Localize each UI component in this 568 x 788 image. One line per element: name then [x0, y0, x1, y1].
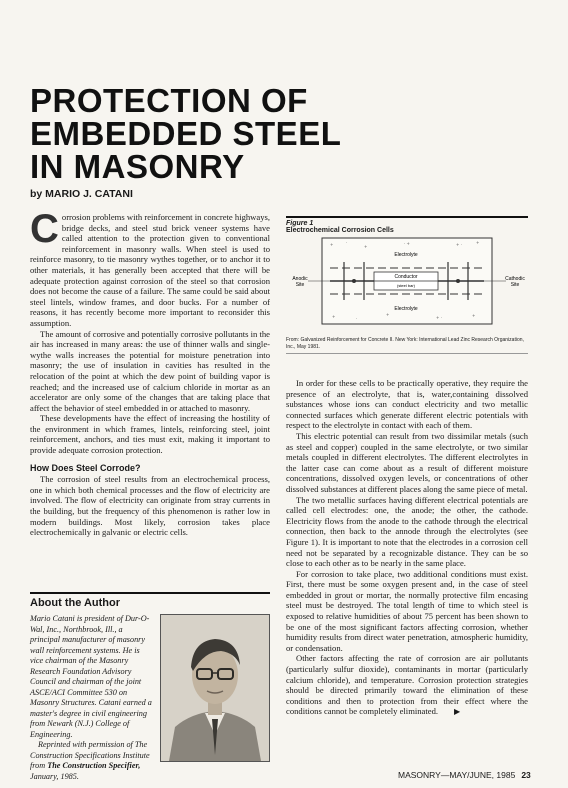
svg-text:·: ·: [346, 240, 348, 245]
page-footer: [398, 770, 531, 780]
author-portrait-image: [161, 615, 269, 761]
svg-text:·: ·: [356, 316, 358, 321]
corrosion-cell-diagram: [286, 234, 528, 330]
svg-text:+ ·: + ·: [436, 315, 442, 320]
figure-source: From: Galvanized Reinforcement for Concrete II. New York: International Lead Zinc Research Organization, Inc., May 1981.: [286, 337, 528, 354]
lead-paragraph: Corrosion problems with reinforcement in concrete highways, bridge decks, and steel stud brick veneer systems have called attention to the protection given to conventional reinforcement in masonry walls. When steel is used to reinforce masonry, to tie masonry wythes together, or to anchor it to other materials, it has generally been accepted that there will be adequate protection against corrosion of the steel so that corrosion does not become the cause of a failure. The same could be said about steel lintels, window frames, and door bucks. For a number of reasons, it has recently become more important to reconsider this assumption.: [30, 207, 270, 328]
figure-label: Figure 1: [286, 220, 314, 227]
cathodic-label-2: Site: [510, 282, 520, 288]
author-bio: [30, 614, 152, 782]
right-paragraph-5: Other factors affecting the rate of corrosion are air pollutants (particularly sulfur dioxide), contaminants in mortar (particularly calcium chloride), and temperature. Corrosion protection strategies should be directed primarily toward the elimination of these conditions and then to protection from their effect where the conditions cannot be completely eliminated. ▶: [286, 653, 528, 717]
svg-text:+: +: [332, 314, 336, 319]
author-photo: [160, 614, 270, 762]
page-number: 23: [521, 770, 531, 780]
magazine-issue: MASONRY—MAY/JUNE, 1985: [398, 770, 516, 780]
right-paragraph-4: For corrosion to take place, two additional conditions must exist. First, there must be some oxygen present and, in the case of steel embedded in grout or mortar, the normally protective film encasing steel must be destroyed. The total length of time to which steel is exposed to relative humidities of about 75 percent has been shown to be one of the most significant factors affecting corrosion, whether humidity results from direct water penetration, atmospheric humidity, or condensation.: [286, 568, 528, 653]
title-line-3: IN MASONRY: [30, 148, 245, 185]
figure-rule: [286, 216, 528, 218]
continue-arrow-icon: ▶: [454, 707, 461, 717]
electrolyte-top-label: Electrolyte: [394, 252, 418, 258]
left-column: [30, 207, 270, 538]
conductor-label: Conductor: [394, 274, 418, 280]
paragraph-2: The amount of corrosive and potentially corrosive pollutants in the air has increased in many areas: the use of thinner walls and single-wythe walls increases the potential for moisture penetration into masonry; the use of insulation in cavities has resulted in the relocation of the point at which the dew point of building vapor is reached; and the increased use of calcium chloride in mortar as an accelerator are only some of the changes that are taking place that affect the behavior of steel embedded in or attached to masonry.: [30, 328, 270, 413]
about-heading: About the Author: [30, 597, 121, 609]
svg-text:+: +: [364, 244, 368, 249]
svg-text:· +: · +: [404, 241, 410, 246]
paragraph-4: The corrosion of steel results from an electrochemical process, one in which both chemical processes and the flow of electricity are involved. The flow of electricity can originate from stray currents in the building, but the frequency of this phenomenon is rather low in modern buildings. Most likely, corrosion takes place electrochemically in galvanic or electric cells.: [30, 474, 270, 538]
title-line-1: PROTECTION OF: [30, 82, 308, 119]
figure-title: Electrochemical Corrosion Cells: [286, 227, 394, 234]
article-title: [30, 84, 430, 183]
svg-text:+: +: [476, 240, 480, 245]
about-rule: [30, 592, 270, 594]
right-paragraph-1: In order for these cells to be practically operative, they require the presence of an electrolyte, that is, water,containing dissolved substances whose ions can conduct electricity and two metallic connected surfaces which generate different electric potentials with respect to the electrolyte in contact with each of them.: [286, 378, 528, 431]
about-author-box: [30, 592, 270, 781]
section-heading: How Does Steel Corrode?: [30, 462, 141, 473]
conductor-sublabel: (steel bar): [396, 283, 416, 288]
title-line-2: EMBEDDED STEEL: [30, 115, 342, 152]
byline: by MARIO J. CATANI: [30, 188, 133, 200]
bio-text: Mario Catani is president of Dur-O-Wal, Inc., Northbrook, Ill., a principal manufacturer of masonry wall reinforcement systems. He is vice chairman of the Masonry Research Foundation Advisory Council and chairman of the joint ASCE/ACI Committee 530 on Masonry Structures. Catani earned a master's degree in civil engineering from Newark (N.J.) College of Engineering.: [30, 614, 152, 739]
right-column: [286, 378, 528, 718]
right-paragraph-2: This electric potential can result from two dissimilar metals (such as steel and copper) coupled in the same electrolyte, or two similar metals coupled in different electrolytes. The different electrolytes in the latter case can come about as a result of different moisture concentrations, dissolved oxygen levels, or concentrations of other dissolved substances at different places along the same piece of metal.: [286, 430, 528, 494]
svg-text:+: +: [472, 313, 476, 318]
svg-text:+: +: [386, 312, 390, 317]
electrolyte-bottom-label: Electrolyte: [394, 306, 418, 312]
drop-cap: C: [30, 207, 59, 251]
reprint-note: Reprinted with permission of The Construction Specifications Institute from The Construction Specifier, January, 1985.: [30, 740, 150, 781]
anodic-label-1: Anodic: [292, 276, 308, 282]
svg-text:+ ·: + ·: [456, 242, 462, 247]
figure-1: [286, 216, 528, 354]
cathodic-label-1: Cathodic: [505, 276, 525, 282]
anodic-label-2: Site: [295, 282, 305, 288]
paragraph-3: These developments have the effect of increasing the hostility of the environment in which frames, lintels, reinforcing steel, joint reinforcement, anchors, and ties must exit, making it important to provide adequate corrosion protection.: [30, 413, 270, 456]
right-paragraph-3: The two metallic surfaces having different electrical potentials are called cell electrodes: one, the anode; the other, the cathode. Electricity flows from the anode to the cathode through the electrical connection, then back to the annode through the electrolytes (see Figure 1). It is important to note that the electrodes in a corrosion cell need not be separated by a recognizable distance. They can be so close to each other as to be nearly in the same place.: [286, 494, 528, 569]
svg-text:+: +: [330, 242, 334, 247]
